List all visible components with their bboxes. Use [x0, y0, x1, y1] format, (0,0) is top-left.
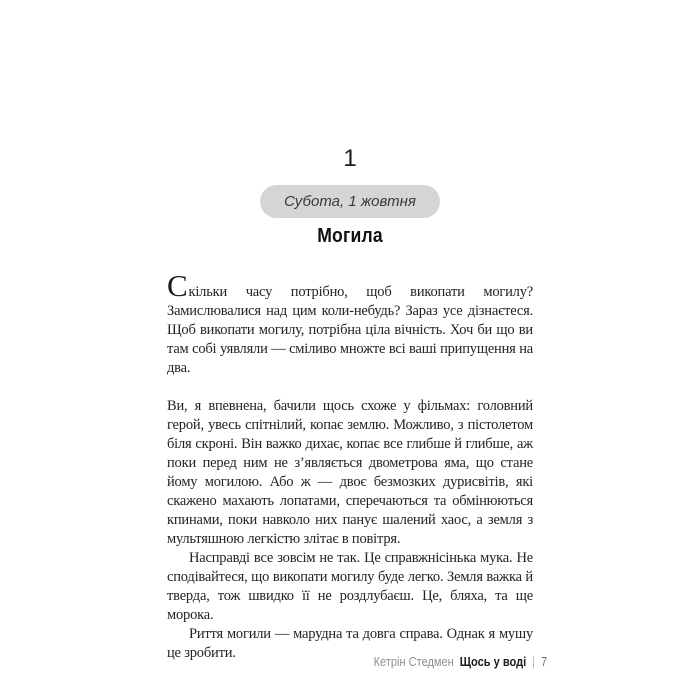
text-column	[167, 0, 533, 663]
dropcap-letter: С	[167, 268, 188, 303]
paragraph-opening	[167, 268, 533, 378]
date-badge-row	[167, 185, 533, 218]
footer-author: Кетрін Стедмен	[373, 654, 454, 669]
footer-separator: |	[532, 654, 535, 669]
paragraph-text: кільки часу потрібно, щоб викопати могилу? Замислювалися над цим коли-небудь? Зараз усе дізнаєтеся. Щоб викопати могилу, потрібна ціла вічність. Хоч би що ви там собі уявляли — сміливо множте всі ваші припущення на два.	[167, 284, 533, 376]
body-text	[167, 268, 533, 663]
chapter-title: Могила	[317, 225, 383, 247]
running-footer	[374, 654, 547, 669]
paragraph: Ви, я впевнена, бачили щось схоже у фільмах: головний герой, увесь спітнілий, копає землю. Можливо, з пістолетом біля скроні. Він важко дихає, копає все глибше й глибше, аж поки перед ним не з’являється двометрова яма, що стане йому могилою. Або ж — двоє безмозких дурисвітів, які скажено махають лопатами, сперечаються та обмінюються кпинами, поки навколо них панує шалений хаос, а земля з мультяшною легкістю злітає в повітря.	[167, 398, 533, 547]
paragraph: Риття могили — марудна та довга справа. Однак я мушу це зробити.	[167, 626, 533, 661]
paragraph: Насправді все зовсім не так. Це справжнісінька мука. Не сподівайтеся, що викопати могилу буде легко. Земля важка й тверда, тож швидко її не роздлубаєш. Це, бляха, та ще морока.	[167, 550, 533, 623]
footer-book-title: Щось у воді	[459, 654, 527, 669]
footer-page-number: 7	[540, 654, 547, 669]
date-badge: Субота, 1 жовтня	[260, 185, 440, 218]
chapter-number: 1	[343, 145, 357, 172]
